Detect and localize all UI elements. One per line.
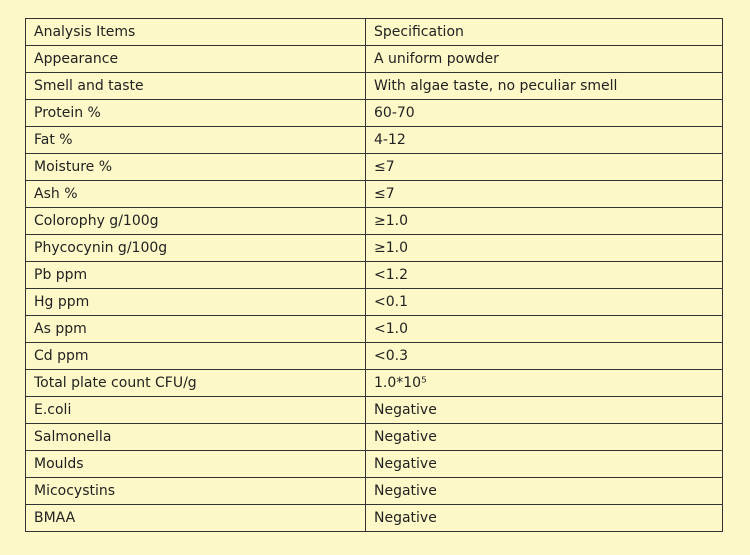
specification-cell: ≥1.0	[366, 235, 723, 262]
analysis-item-cell: Moisture %	[26, 154, 366, 181]
analysis-item-cell: Micocystins	[26, 478, 366, 505]
specification-cell: ≤7	[366, 154, 723, 181]
table-body	[26, 19, 723, 532]
table-row	[26, 262, 723, 289]
specification-cell: With algae taste, no peculiar smell	[366, 73, 723, 100]
specification-cell: <1.2	[366, 262, 723, 289]
specification-cell: Negative	[366, 505, 723, 532]
table-row	[26, 289, 723, 316]
table-row	[26, 370, 723, 397]
table-row	[26, 397, 723, 424]
table-row	[26, 505, 723, 532]
analysis-item-cell: Total plate count CFU/g	[26, 370, 366, 397]
specification-cell: <1.0	[366, 316, 723, 343]
specification-cell: A uniform powder	[366, 46, 723, 73]
table-row	[26, 208, 723, 235]
table-row	[26, 100, 723, 127]
analysis-item-cell: Ash %	[26, 181, 366, 208]
analysis-item-cell: Appearance	[26, 46, 366, 73]
header-specification: Specification	[366, 19, 723, 46]
analysis-item-cell: Salmonella	[26, 424, 366, 451]
table-row	[26, 316, 723, 343]
table-row	[26, 343, 723, 370]
table-row	[26, 424, 723, 451]
table-row	[26, 235, 723, 262]
table-row	[26, 181, 723, 208]
analysis-item-cell: Pb ppm	[26, 262, 366, 289]
analysis-item-cell: Phycocynin g/100g	[26, 235, 366, 262]
specification-cell: 1.0*10⁵	[366, 370, 723, 397]
analysis-item-cell: Hg ppm	[26, 289, 366, 316]
analysis-item-cell: Smell and taste	[26, 73, 366, 100]
specification-cell: 4-12	[366, 127, 723, 154]
analysis-item-cell: Colorophy g/100g	[26, 208, 366, 235]
specification-cell: ≤7	[366, 181, 723, 208]
specification-cell: Negative	[366, 451, 723, 478]
header-analysis-items: Analysis Items	[26, 19, 366, 46]
specification-cell: ≥1.0	[366, 208, 723, 235]
specification-cell: Negative	[366, 397, 723, 424]
table-row	[26, 478, 723, 505]
specification-cell: <0.3	[366, 343, 723, 370]
table-row	[26, 127, 723, 154]
table-header-row	[26, 19, 723, 46]
specification-table	[25, 18, 723, 532]
specification-cell: Negative	[366, 478, 723, 505]
specification-cell: 60-70	[366, 100, 723, 127]
table-row	[26, 154, 723, 181]
specification-cell: <0.1	[366, 289, 723, 316]
analysis-item-cell: Moulds	[26, 451, 366, 478]
analysis-item-cell: Protein %	[26, 100, 366, 127]
specification-cell: Negative	[366, 424, 723, 451]
analysis-item-cell: Cd ppm	[26, 343, 366, 370]
table-row	[26, 73, 723, 100]
analysis-item-cell: E.coli	[26, 397, 366, 424]
table-row	[26, 46, 723, 73]
analysis-item-cell: As ppm	[26, 316, 366, 343]
analysis-item-cell: BMAA	[26, 505, 366, 532]
analysis-item-cell: Fat %	[26, 127, 366, 154]
table-row	[26, 451, 723, 478]
